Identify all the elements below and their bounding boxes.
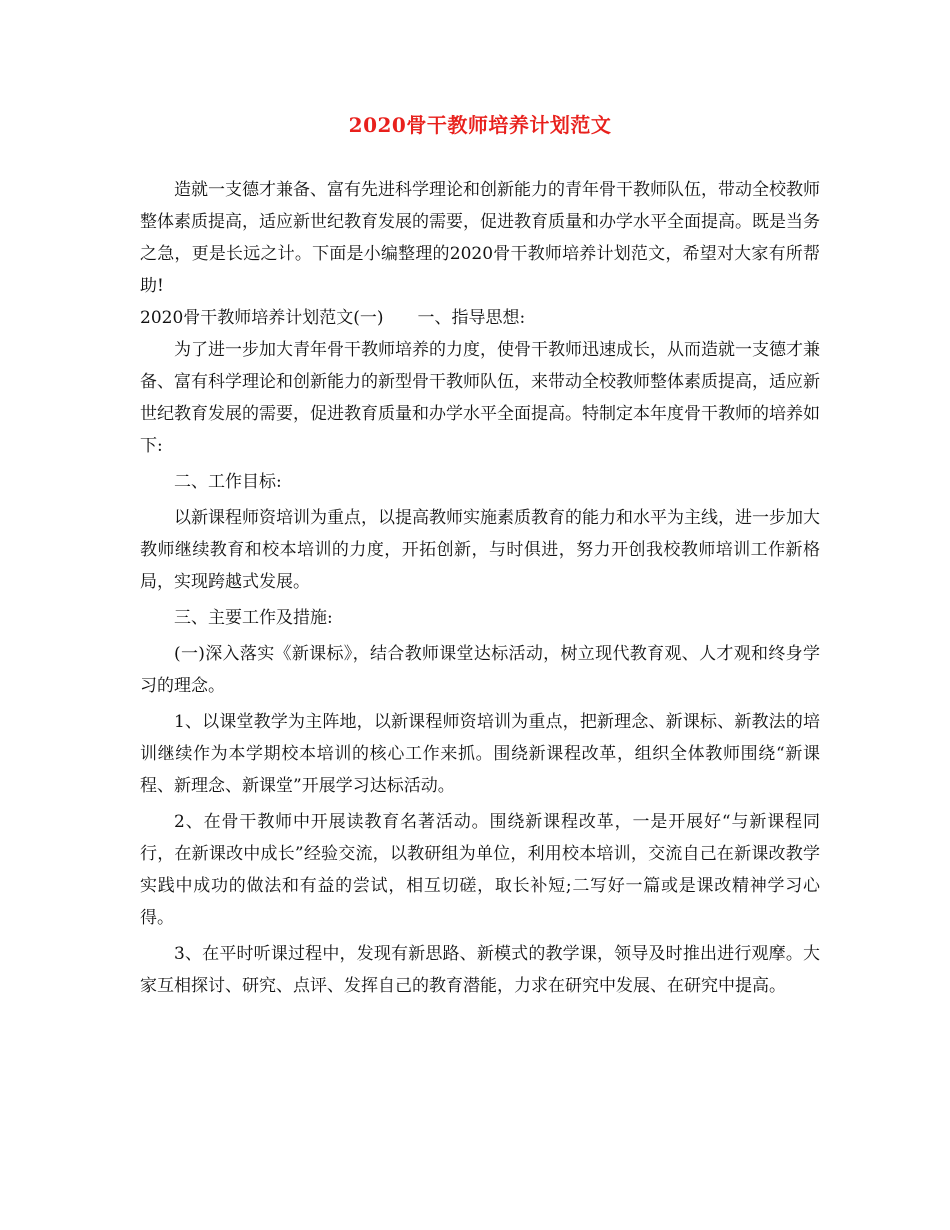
paragraph-guiding-thought: 为了进一步加大青年骨干教师培养的力度，使骨干教师迅速成长，从而造就一支德才兼备、富有科学理论和创新能力的新型骨干教师队伍，来带动全校教师整体素质提高，适应新世纪教育发展的需要，促进教育质量和办学水平全面提高。特制定本年度骨干教师的培养如下:: [140, 340, 820, 456]
paragraph-item-3: 3、在平时听课过程中，发现有新思路、新模式的教学课，领导及时推出进行观摩。大家互相探讨、研究、点评、发挥自己的教育潜能，力求在研究中发展、在研究中提高。: [140, 944, 820, 996]
paragraph-item-2: 2、在骨干教师中开展读教育名著活动。围绕新课程改革，一是开展好“与新课程同行，在新课改中成长”经验交流，以教研组为单位，利用校本培训，交流自己在新课改教学实践中成功的做法和有益的尝试，相互切磋，取长补短;二写好一篇或是课改精神学习心得。: [140, 812, 820, 928]
paragraph-work-goals: 以新课程师资培训为重点，以提高教师实施素质教育的能力和水平为主线，进一步加大教师继续教育和校本培训的力度，开拓创新，与时俱进，努力开创我校教师培训工作新格局，实现跨越式发展。: [140, 508, 820, 592]
paragraph-measure-1: (一)深入落实《新课标》，结合教师课堂达标活动，树立现代教育观、人才观和终身学习的理念。: [140, 644, 820, 696]
document-title: 2020骨干教师培养计划范文: [348, 113, 612, 137]
paragraph-item-1: 1、以课堂教学为主阵地，以新课程师资培训为重点，把新理念、新课标、新教法的培训继续作为本学期校本培训的核心工作来抓。围绕新课程改革，组织全体教师围绕“新课程、新理念、新课堂”开展学习达标活动。: [140, 712, 820, 796]
document-page: [140, 110, 820, 1002]
section-heading-work-goals: 二、工作目标:: [174, 472, 282, 492]
section-heading-main-measures: 三、主要工作及措施:: [174, 608, 333, 628]
section-heading-guiding-thought: 2020骨干教师培养计划范文(一) 一、指导思想:: [140, 308, 526, 328]
intro-paragraph: 造就一支德才兼备、富有先进科学理论和创新能力的青年骨干教师队伍，带动全校教师整体素质提高，适应新世纪教育发展的需要，促进教育质量和办学水平全面提高。既是当务之急，更是长远之计。下面是小编整理的2020骨干教师培养计划范文，希望对大家有所帮助!: [140, 180, 820, 296]
